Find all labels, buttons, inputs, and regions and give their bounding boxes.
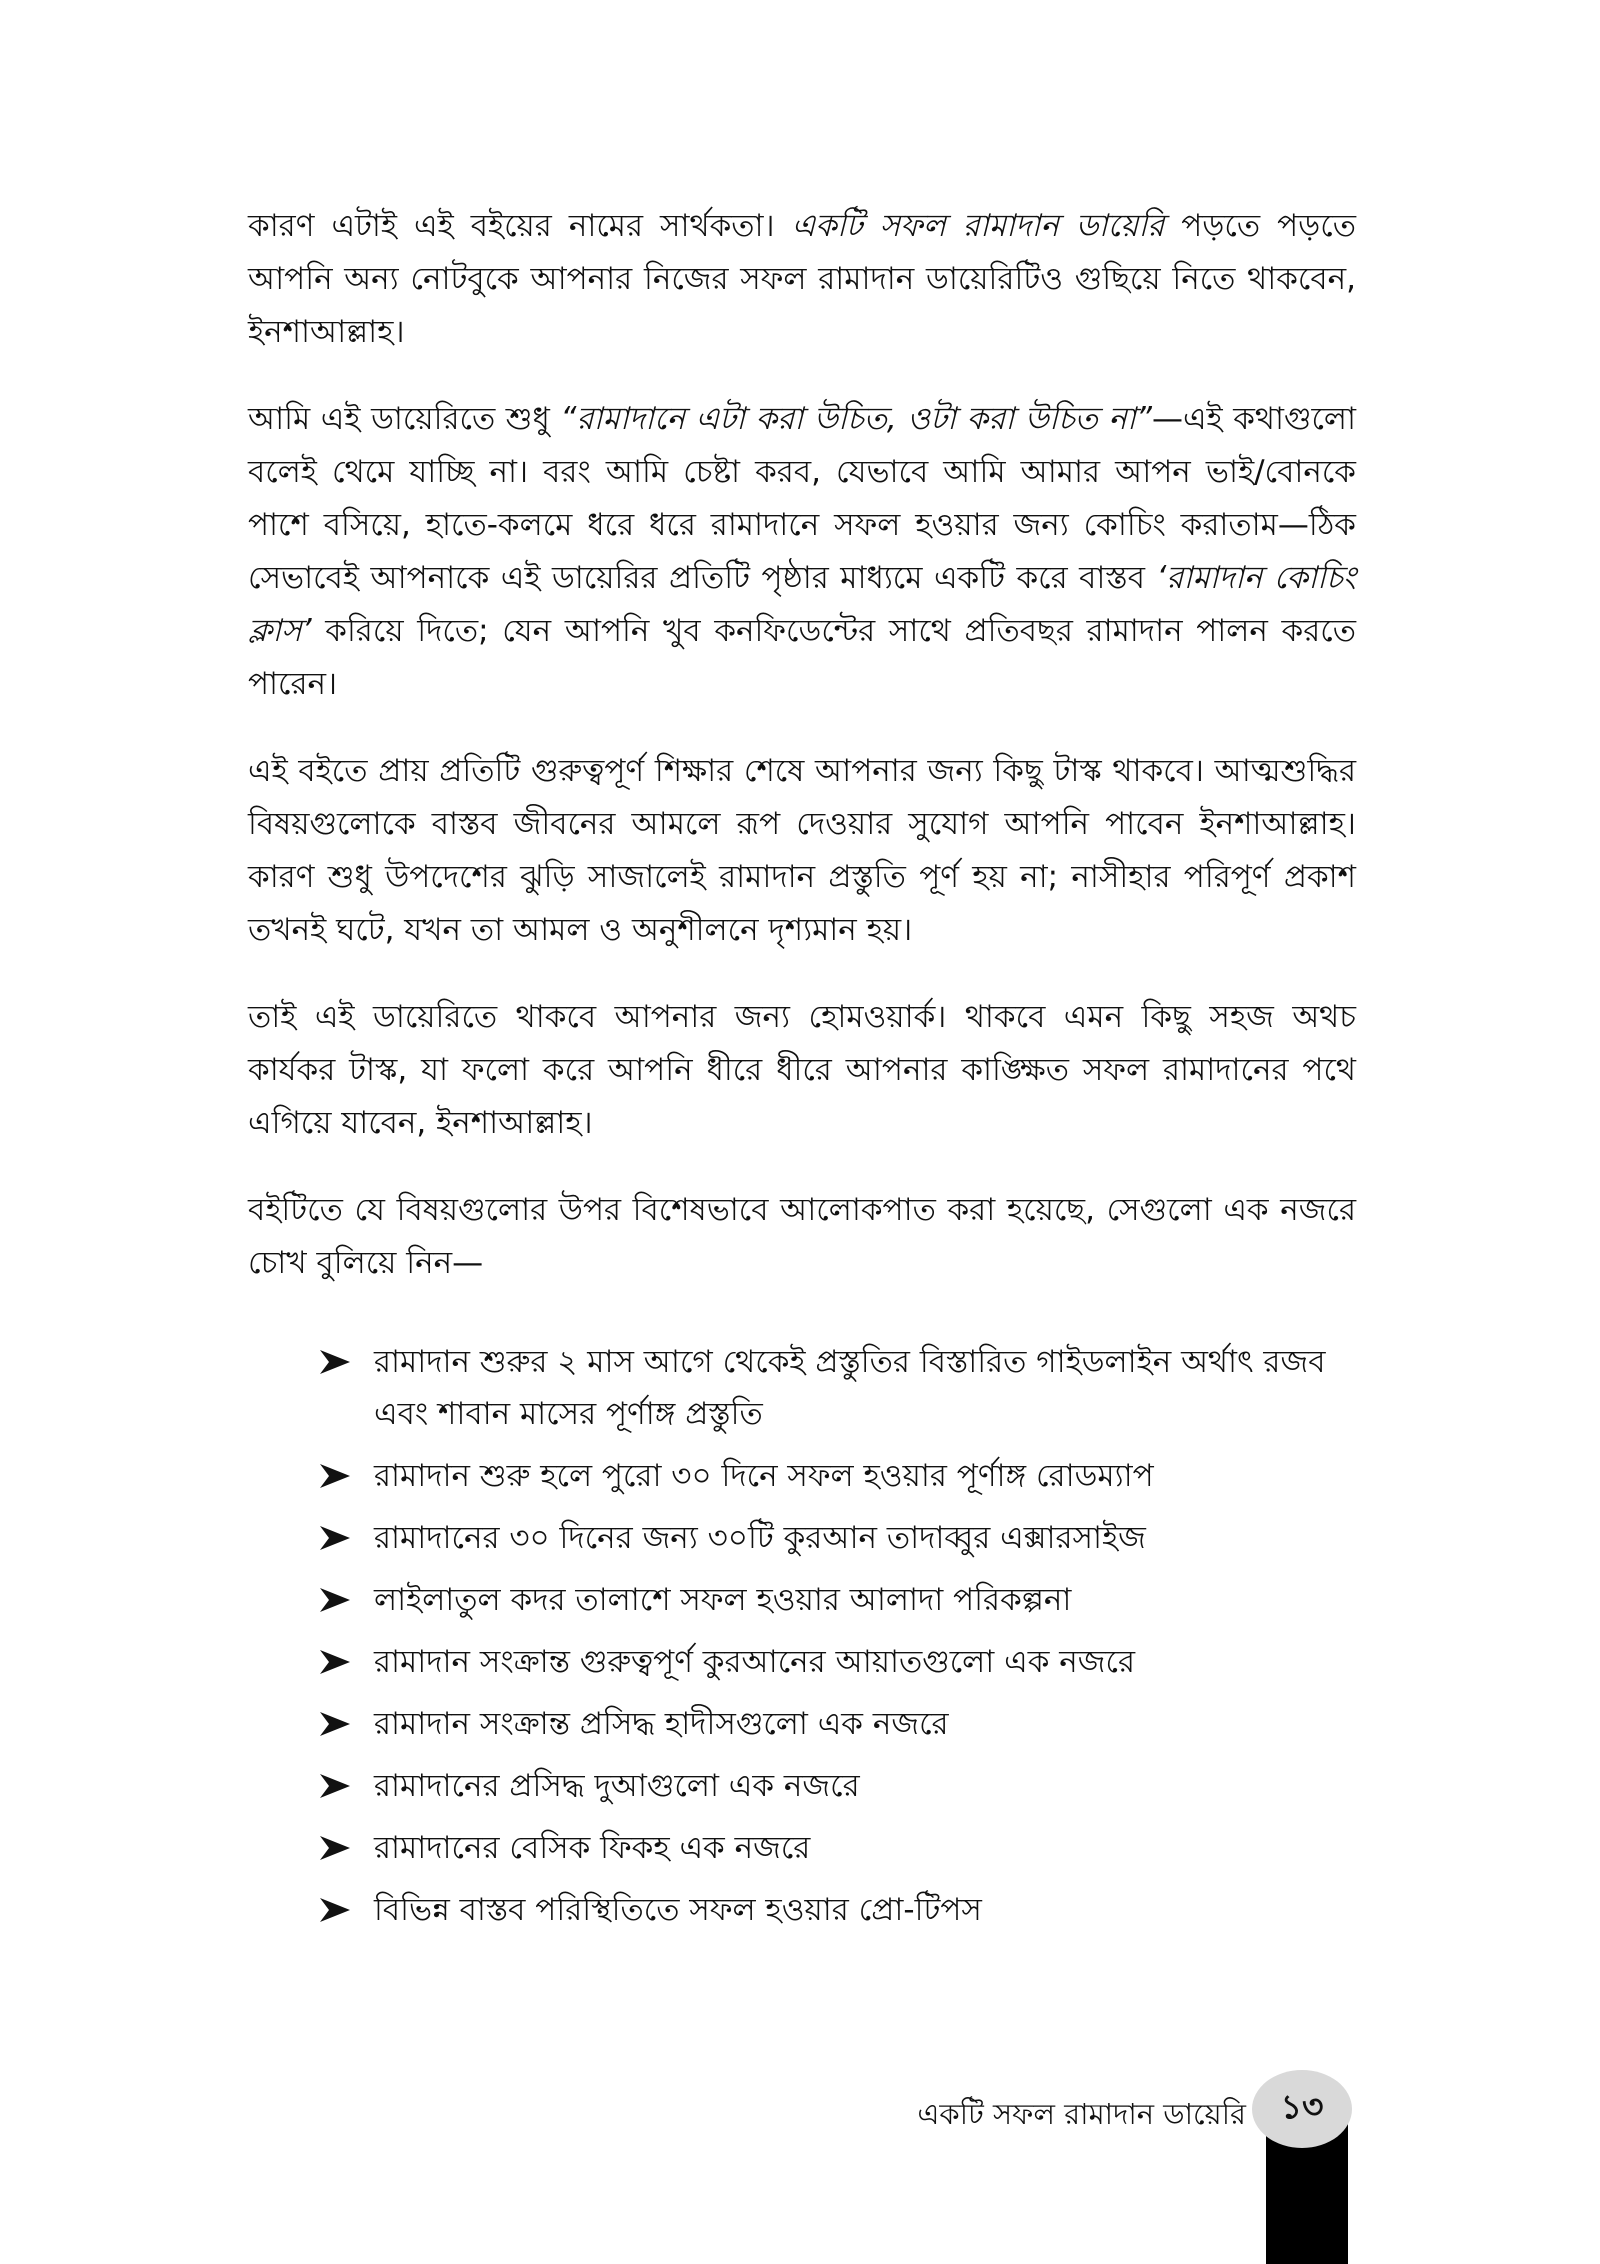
list-item-text: রামাদানের বেসিক ফিকহ এক নজরে (374, 1830, 811, 1866)
list-item-text: রামাদান সংক্রান্ত গুরুত্বপূর্ণ কুরআনের আয়াতগুলো এক নজরে (374, 1644, 1135, 1680)
arrowhead-bullet-icon (318, 1574, 374, 1626)
paragraph-2 (248, 393, 1356, 711)
paragraph-2-text-middle: —এই কথাগুলো বলেই থেমে যাচ্ছি না। বরং আমি চেষ্টা করব, যেভাবে আমি আমার আপন ভাই/বোনকে পাশে বসিয়ে, হাতে-কলমে ধরে ধরে রামাদানে সফল হওয়ার জন্য কোচিং করাতাম—ঠিক সেভাবেই আপনাকে এই ডায়েরির প্রতিটি পৃষ্ঠার মাধ্যমে একটি করে বাস্তব (248, 401, 1356, 596)
arrowhead-bullet-icon (318, 1450, 374, 1502)
paragraph-2-coaching-class: ‘রামাদান কোচিং ক্লাস’ (248, 560, 1356, 649)
arrowhead-bullet-icon (318, 1884, 374, 1936)
arrowhead-bullet-icon (318, 1636, 374, 1688)
list-item (318, 1698, 1356, 1750)
list-item-text: লাইলাতুল কদর তালাশে সফল হওয়ার আলাদা পরিকল্পনা (374, 1582, 1072, 1618)
paragraph-1-book-title: একটি সফল রামাদান ডায়েরি (791, 208, 1165, 244)
list-item-text: রামাদান শুরু হলে পুরো ৩০ দিনে সফল হওয়ার পূর্ণাঙ্গ রোডম্যাপ (374, 1458, 1154, 1494)
page-body (248, 200, 1356, 1946)
list-item (318, 1884, 1356, 1936)
topic-list (248, 1336, 1356, 1936)
paragraph-1 (248, 200, 1356, 359)
arrowhead-bullet-icon (318, 1336, 374, 1388)
list-item-text: রামাদানের ৩০ দিনের জন্য ৩০টি কুরআন তাদাব্বুর এক্সারসাইজ (374, 1520, 1146, 1556)
list-item-text: রামাদান সংক্রান্ত প্রসিদ্ধ হাদীসগুলো এক নজরে (374, 1706, 949, 1742)
paragraph-4: তাই এই ডায়েরিতে থাকবে আপনার জন্য হোমওয়ার্ক। থাকবে এমন কিছু সহজ অথচ কার্যকর টাস্ক, যা ফলো করে আপনি ধীরে ধীরে আপনার কাঙ্ক্ষিত সফল রামাদানের পথে এগিয়ে যাবেন, ইনশাআল্লাহ। (248, 999, 1356, 1141)
running-footer-title: একটি সফল রামাদান ডায়েরি (917, 2097, 1246, 2131)
paragraph-5: বইটিতে যে বিষয়গুলোর উপর বিশেষভাবে আলোকপাত করা হয়েছে, সেগুলো এক নজরে চোখ বুলিয়ে নিন— (248, 1192, 1356, 1281)
list-item-text: রামাদানের প্রসিদ্ধ দুআগুলো এক নজরে (374, 1768, 860, 1804)
list-item (318, 1636, 1356, 1688)
page-footer (0, 2060, 1600, 2264)
page-number: ১৩ (1252, 2070, 1352, 2148)
list-item (318, 1450, 1356, 1502)
arrowhead-bullet-icon (318, 1512, 374, 1564)
paragraph-3: এই বইতে প্রায় প্রতিটি গুরুত্বপূর্ণ শিক্ষার শেষে আপনার জন্য কিছু টাস্ক থাকবে। আত্মশুদ্ধির বিষয়গুলোকে বাস্তব জীবনের আমলে রূপ দেওয়ার সুযোগ আপনি পাবেন ইনশাআল্লাহ। কারণ শুধু উপদেশের ঝুড়ি সাজালেই রামাদান প্রস্তুতি পূর্ণ হয় না; নাসীহার পরিপূর্ণ প্রকাশ তখনই ঘটে, যখন তা আমল ও অনুশীলনে দৃশ্যমান হয়। (248, 753, 1356, 948)
arrowhead-bullet-icon (318, 1822, 374, 1874)
paragraph-1-text-end: পড়তে পড়তে আপনি অন্য নোটবুকে আপনার নিজের সফল রামাদান ডায়েরিটিও গুছিয়ে নিতে থাকবেন, ইনশাআল্লাহ। (248, 208, 1356, 350)
paragraph-1-text-start: কারণ এটাই এই বইয়ের নামের সার্থকতা। (248, 208, 792, 244)
list-item (318, 1512, 1356, 1564)
arrowhead-bullet-icon (318, 1698, 374, 1750)
list-item (318, 1760, 1356, 1812)
list-item-text: রামাদান শুরুর ২ মাস আগে থেকেই প্রস্তুতির বিস্তারিত গাইডলাইন অর্থাৎ রজব এবং শাবান মাসের পূর্ণাঙ্গ প্রস্তুতি (374, 1344, 1326, 1432)
list-item (318, 1336, 1356, 1440)
list-item (318, 1574, 1356, 1626)
paragraph-2-quote: “রামাদানে এটা করা উচিত, ওটা করা উচিত না” (560, 401, 1152, 437)
paragraph-2-text-start: আমি এই ডায়েরিতে শুধু (248, 401, 561, 437)
paragraph-2-text-end: করিয়ে দিতে; যেন আপনি খুব কনফিডেন্টের সাথে প্রতিবছর রামাদান পালন করতে পারেন। (248, 613, 1356, 702)
list-item-text: বিভিন্ন বাস্তব পরিস্থিতিতে সফল হওয়ার প্রো-টিপস (374, 1892, 982, 1928)
arrowhead-bullet-icon (318, 1760, 374, 1812)
list-item (318, 1822, 1356, 1874)
